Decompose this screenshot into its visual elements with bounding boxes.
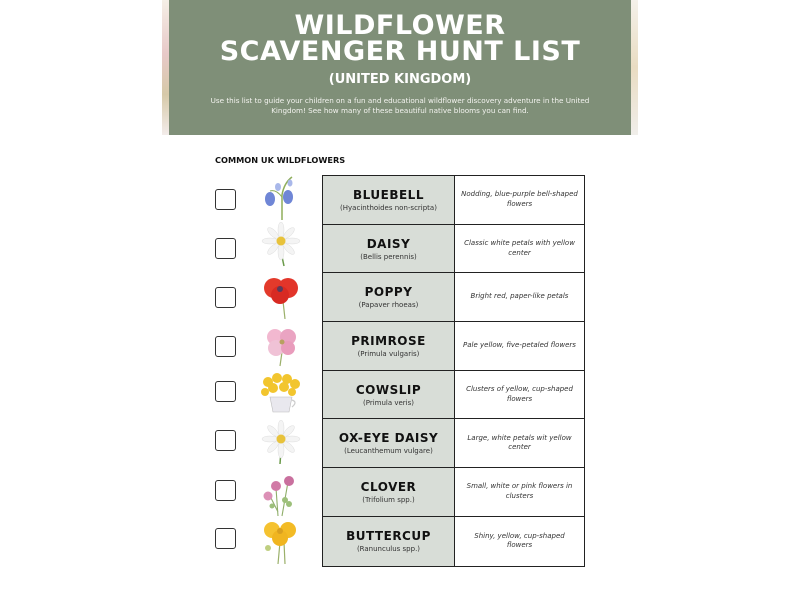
name-cell	[323, 273, 455, 321]
checkbox-clover[interactable]	[215, 480, 236, 501]
header-banner	[162, 0, 638, 135]
checkbox-bluebell[interactable]	[215, 189, 236, 210]
flower-description: Bright red, paper-like petals	[455, 273, 584, 321]
latin-name: (Bellis perennis)	[360, 252, 417, 261]
primrose-icon	[258, 322, 304, 368]
flower-name: BUTTERCUP	[346, 529, 431, 544]
flower-name: COWSLIP	[355, 382, 422, 397]
name-cell	[323, 225, 455, 273]
clover-icon	[258, 472, 304, 518]
table-row	[323, 225, 584, 274]
flower-name: CLOVER	[360, 479, 417, 494]
latin-name: (Papaver rhoeas)	[358, 301, 419, 310]
cowslip-icon	[258, 370, 304, 416]
page-subtitle: (UNITED KINGDOM)	[328, 72, 472, 87]
name-cell	[323, 517, 455, 566]
flower-description: Pale yellow, five-petaled flowers	[455, 322, 584, 370]
buttercup-icon	[258, 518, 304, 564]
poppy-icon	[258, 273, 304, 319]
name-cell	[323, 176, 455, 224]
table-row	[323, 273, 584, 322]
name-cell	[323, 371, 455, 419]
latin-name: (Hyacinthoides non-scripta)	[340, 203, 437, 212]
flower-name: POPPY	[364, 285, 413, 300]
latin-name: (Primula veris)	[362, 398, 415, 407]
checkbox-primrose[interactable]	[215, 336, 236, 357]
latin-name: (Primula vulgaris)	[357, 349, 420, 358]
latin-name: (Leucanthemum vulgare)	[344, 447, 433, 456]
page-title	[162, 10, 638, 67]
checkbox-ox-eye-daisy[interactable]	[215, 430, 236, 451]
title-line-2: SCAVENGER HUNT LIST	[219, 36, 581, 67]
latin-name: (Ranunculus spp.)	[356, 545, 421, 554]
flower-description: Clusters of yellow, cup-shaped flowers	[455, 371, 584, 419]
flower-description: Large, white petals wit yellow center	[455, 419, 584, 467]
title-line-1: WILDFLOWER	[294, 10, 506, 41]
flower-name: DAISY	[366, 236, 411, 251]
bluebell-icon	[258, 175, 304, 221]
flower-name: BLUEBELL	[353, 187, 424, 202]
section-title: COMMON UK WILDFLOWERS	[215, 155, 346, 165]
table-row	[323, 468, 584, 517]
intro-text: Use this list to guide your children on a fun and educational wildflower discovery adventure in the United Kingdom! See how many of these beautiful native blooms you can find.	[210, 96, 590, 115]
table-row	[323, 322, 584, 371]
table-row	[323, 176, 584, 225]
name-cell	[323, 468, 455, 516]
name-cell	[323, 419, 455, 467]
name-cell	[323, 322, 455, 370]
checkbox-poppy[interactable]	[215, 287, 236, 308]
checkbox-cowslip[interactable]	[215, 381, 236, 402]
flower-name: PRIMROSE	[351, 333, 426, 348]
checkbox-daisy[interactable]	[215, 238, 236, 259]
flower-description: Shiny, yellow, cup-shaped flowers	[455, 517, 584, 566]
flower-description: Small, white or pink flowers in clusters	[455, 468, 584, 516]
checkbox-buttercup[interactable]	[215, 528, 236, 549]
latin-name: (Trifolium spp.)	[362, 495, 415, 504]
flower-description: Nodding, blue-purple bell-shaped flowers	[455, 176, 584, 224]
ox-eye-daisy-icon	[258, 420, 304, 466]
table-row	[323, 419, 584, 468]
flower-name: OX-EYE DAISY	[338, 431, 439, 446]
flower-description: Classic white petals with yellow center	[455, 225, 584, 273]
table-row	[323, 517, 584, 566]
wildflower-table	[322, 175, 585, 567]
daisy-icon	[258, 222, 304, 268]
table-row	[323, 371, 584, 420]
